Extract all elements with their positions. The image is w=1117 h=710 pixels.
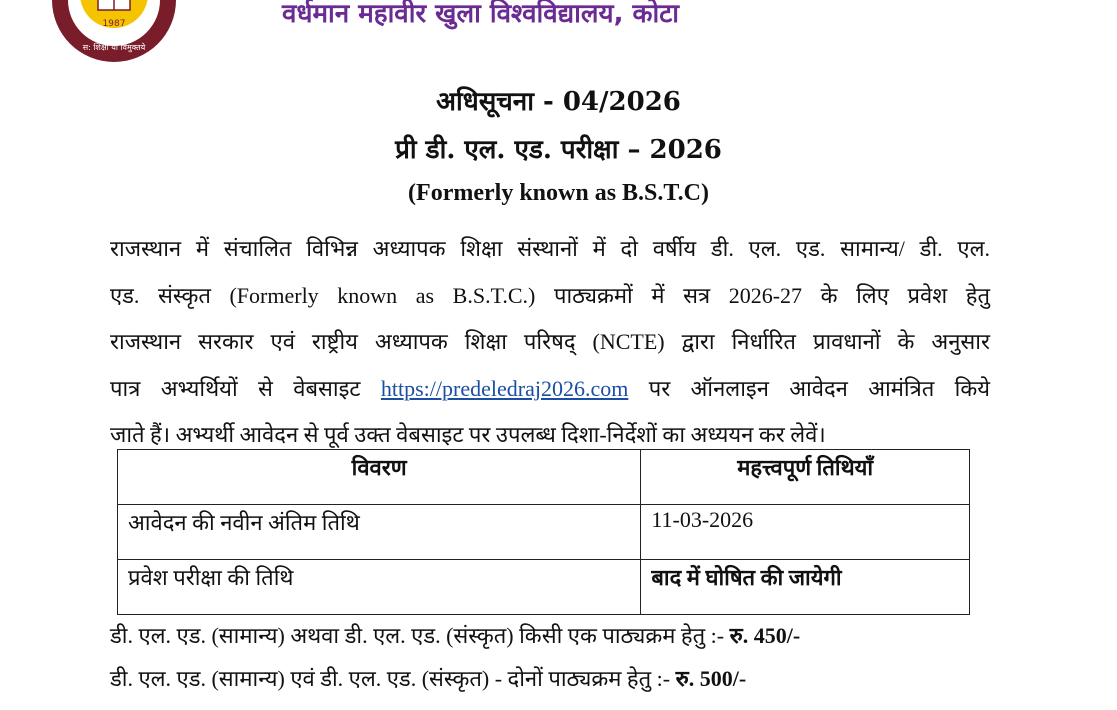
notice-number: अधिसूचना - 04/2026 <box>436 87 681 117</box>
notice-body <box>110 226 990 459</box>
row-value: बाद में घोषित की जायेगी <box>641 560 970 615</box>
table-row <box>118 560 970 615</box>
row-label: प्रवेश परीक्षा की तिथि <box>118 560 641 615</box>
body-line-with-link <box>110 366 990 413</box>
formerly-known-as: (Formerly known as B.S.T.C) <box>408 180 709 206</box>
university-logo <box>48 0 180 62</box>
table-header-row <box>118 450 970 505</box>
fee-amount: रु. 500/- <box>675 666 747 691</box>
fee-text: डी. एल. एड. (सामान्य) अथवा डी. एल. एड. (संस्कृत) किसी एक पाठ्यक्रम हेतु :- <box>110 623 730 648</box>
link-prefix: पात्र अभ्यर्थियों से वेबसाइट <box>110 375 381 401</box>
logo-year: 1987 <box>102 19 126 29</box>
body-line: जाते हैं। अभ्यर्थी आवेदन से पूर्व उक्त वेबसाइट पर उपलब्ध दिशा-निर्देशों का अध्ययन कर लेवें। <box>110 422 826 447</box>
row-value: 11-03-2026 <box>641 505 970 560</box>
fee-text: डी. एल. एड. (सामान्य) एवं डी. एल. एड. (संस्कृत) - दोनों पाठ्यक्रम हेतु :- <box>110 666 676 691</box>
university-name: वर्धमान महावीर खुला विश्वविद्यालय, कोटा <box>282 0 680 29</box>
logo-motto: स: शिक्षा या विमुक्तये <box>82 43 146 52</box>
header-important-dates: महत्त्वपूर्ण तिथियाँ <box>641 450 970 505</box>
body-line: एड. संस्कृत (Formerly known as B.S.T.C.) पाठ्यक्रमों में सत्र 2026-27 के लिए प्रवेश हेतु <box>110 282 990 308</box>
fee-amount: रु. 450/- <box>729 623 801 648</box>
website-link[interactable]: https://predeledraj2026.com <box>380 375 629 401</box>
body-line: राजस्थान में संचालित विभिन्न अध्यापक शिक्षा संस्थानों में दो वर्षीय डी. एल. एड. सामान्य/ डी. एल. <box>110 236 990 261</box>
fee-line <box>110 663 746 693</box>
important-dates-table <box>117 449 970 615</box>
body-line: राजस्थान सरकार एवं राष्ट्रीय अध्यापक शिक्षा परिषद् (NCTE) द्वारा निर्धारित प्रावधानों के अनुसार <box>110 329 990 354</box>
link-suffix: पर ऑनलाइन आवेदन आमंत्रित किये <box>628 375 990 401</box>
exam-title: प्री डी. एल. एड. परीक्षा – 2026 <box>395 135 722 165</box>
row-label: आवेदन की नवीन अंतिम तिथि <box>118 505 641 560</box>
header-details: विवरण <box>118 450 641 505</box>
fee-line <box>110 620 800 650</box>
table-row <box>118 505 970 560</box>
